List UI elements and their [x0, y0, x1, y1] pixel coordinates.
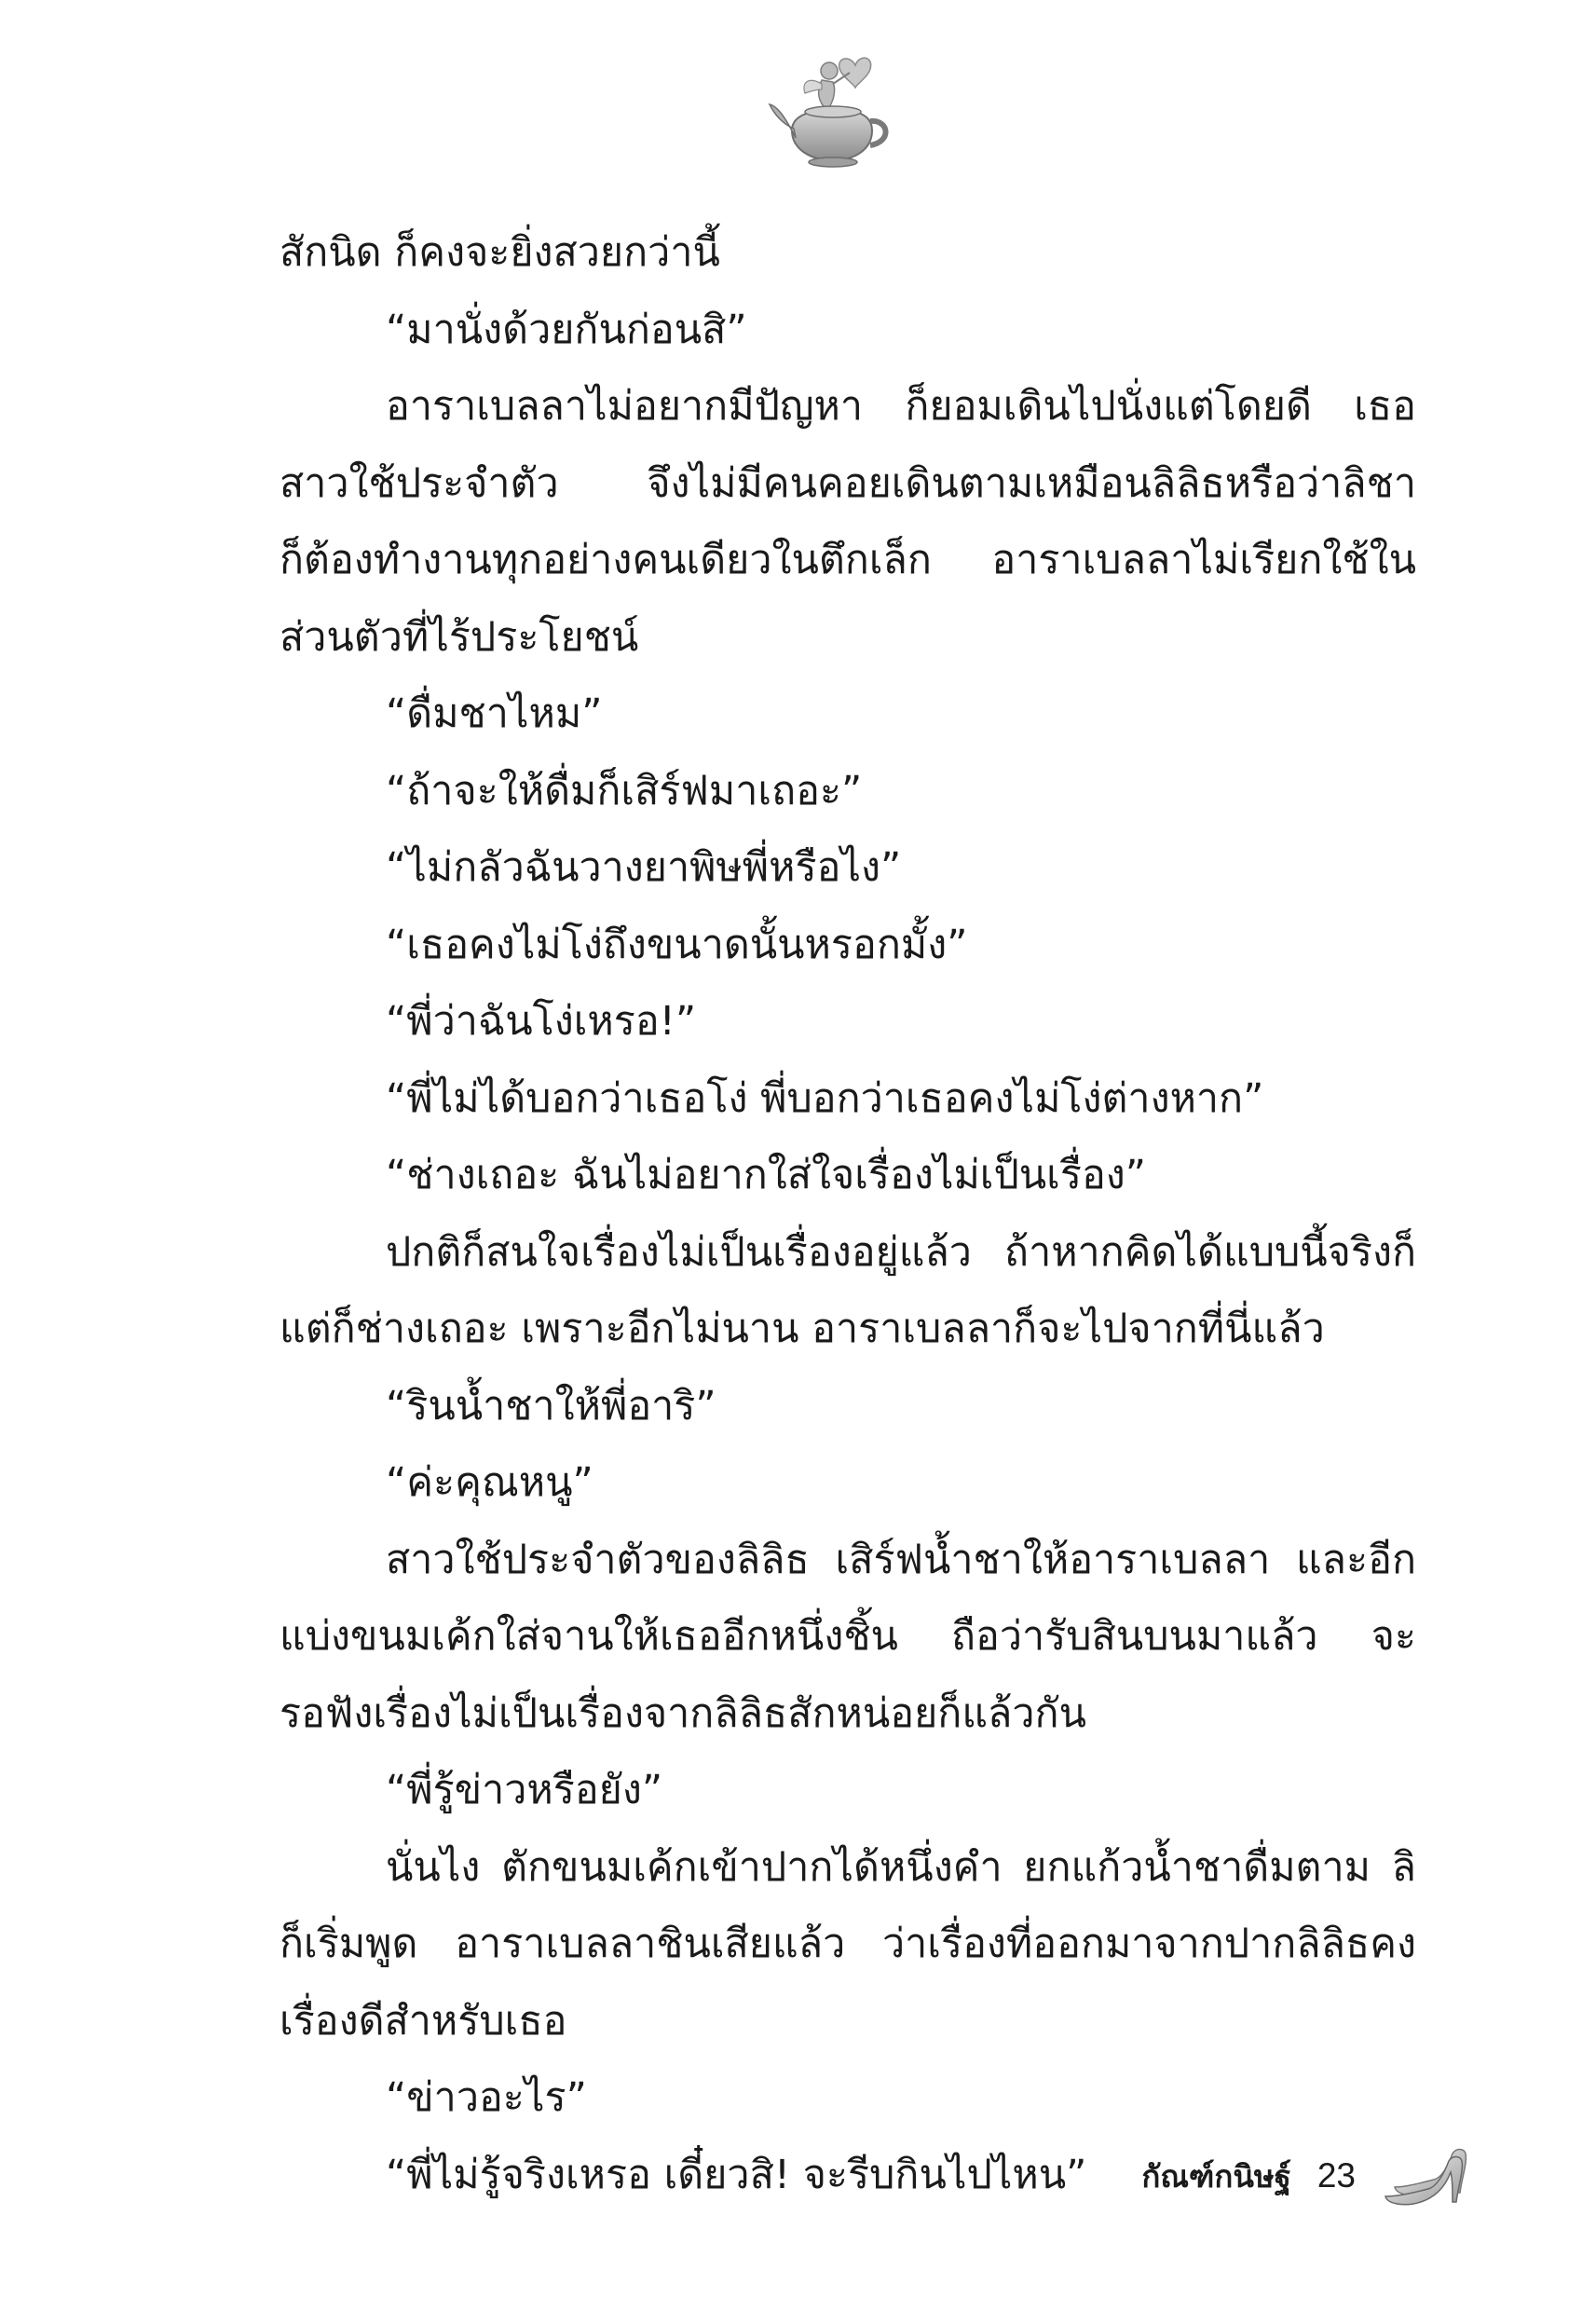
text-line: เรื่องดีสำหรับเธอ — [280, 1997, 567, 2044]
text-line: นั่นไง ตักขนมเค้กเข้าปากได้หนึ่งคำ ยกแก้วน้ำชาดื่มตาม ลิ — [386, 1843, 1416, 1891]
text-line: “พี่ว่าฉันโง่เหรอ!” — [386, 998, 697, 1045]
text-line: “ค่ะคุณหนู” — [386, 1459, 593, 1506]
text-line: สาวใช้ประจำตัวของลิลิธ เสิร์ฟน้ำชาให้อาราเบลลา และอีก — [386, 1536, 1416, 1583]
text-line: สักนิด ก็คงจะยิ่งสวยกว่านี้ — [280, 229, 720, 276]
text-line: “ข่าวอะไร” — [386, 2074, 587, 2121]
text-line: แต่ก็ช่างเถอะ เพราะอีกไม่นาน อาราเบลลาก็จะไปจากที่นี่แล้ว — [280, 1306, 1325, 1352]
body-text — [280, 214, 1416, 2213]
text-line: รอฟังเรื่องไม่เป็นเรื่องจากลิลิธสักหน่อยก็แล้วกัน — [280, 1689, 1086, 1737]
high-heel-shoes-icon — [1382, 2140, 1484, 2211]
text-line: “พี่รู้ข่าวหรือยัง” — [386, 1767, 663, 1813]
page-footer — [1141, 2139, 1484, 2213]
book-title: กัณฑ์กนิษฐ์ — [1141, 2157, 1291, 2195]
text-line: ส่วนตัวที่ไร้ประโยชน์ — [280, 613, 639, 661]
text-line: “ไม่กลัวฉันวางยาพิษพี่หรือไง” — [386, 844, 902, 891]
text-line: ก็ต้องทำงานทุกอย่างคนเดียวในตึกเล็ก อาราเบลลาไม่เรียกใช้ใน — [280, 537, 1416, 583]
text-line: สาวใช้ประจำตัว จึงไม่มีคนคอยเดินตามเหมือนลิลิธหรือว่าลิชา — [280, 459, 1416, 507]
teapot-cupid-ornament-icon — [764, 45, 904, 185]
text-line: “ถ้าจะให้ดื่มก็เสิร์ฟมาเถอะ” — [386, 767, 863, 814]
text-line: ก็เริ่มพูด อาราเบลลาชินเสียแล้ว ว่าเรื่องที่ออกมาจากปากลิลิธคง — [280, 1921, 1416, 1967]
text-line: “พี่ไม่ได้บอกว่าเธอโง่ พี่บอกว่าเธอคงไม่โง่ต่างหาก” — [386, 1074, 1264, 1122]
page-number: 23 — [1316, 2156, 1356, 2195]
text-line: ปกติก็สนใจเรื่องไม่เป็นเรื่องอยู่แล้ว ถ้าหากคิดได้แบบนี้จริงก็ — [386, 1228, 1416, 1276]
text-line: อาราเบลลาไม่อยากมีปัญหา ก็ยอมเดินไปนั่งแต่โดยดี เธอ — [386, 383, 1416, 430]
text-line: “มานั่งด้วยกันก่อนสิ” — [386, 306, 747, 353]
text-line: “พี่ไม่รู้จริงเหรอ เดี๋ยวสิ! จะรีบกินไปไหน” — [386, 2151, 1087, 2198]
text-line: “เธอคงไม่โง่ถึงขนาดนั้นหรอกมั้ง” — [386, 921, 968, 968]
text-line: แบ่งขนมเค้กใส่จานให้เธออีกหนึ่งชิ้น ถือว่ารับสินบนมาแล้ว จะ — [280, 1613, 1416, 1660]
text-line: “ช่างเถอะ ฉันไม่อยากใส่ใจเรื่องไม่เป็นเรื่อง” — [386, 1152, 1147, 1198]
text-line: “ดื่มชาไหม” — [386, 691, 603, 737]
text-line: “รินน้ำชาให้พี่อาริ” — [386, 1382, 716, 1429]
